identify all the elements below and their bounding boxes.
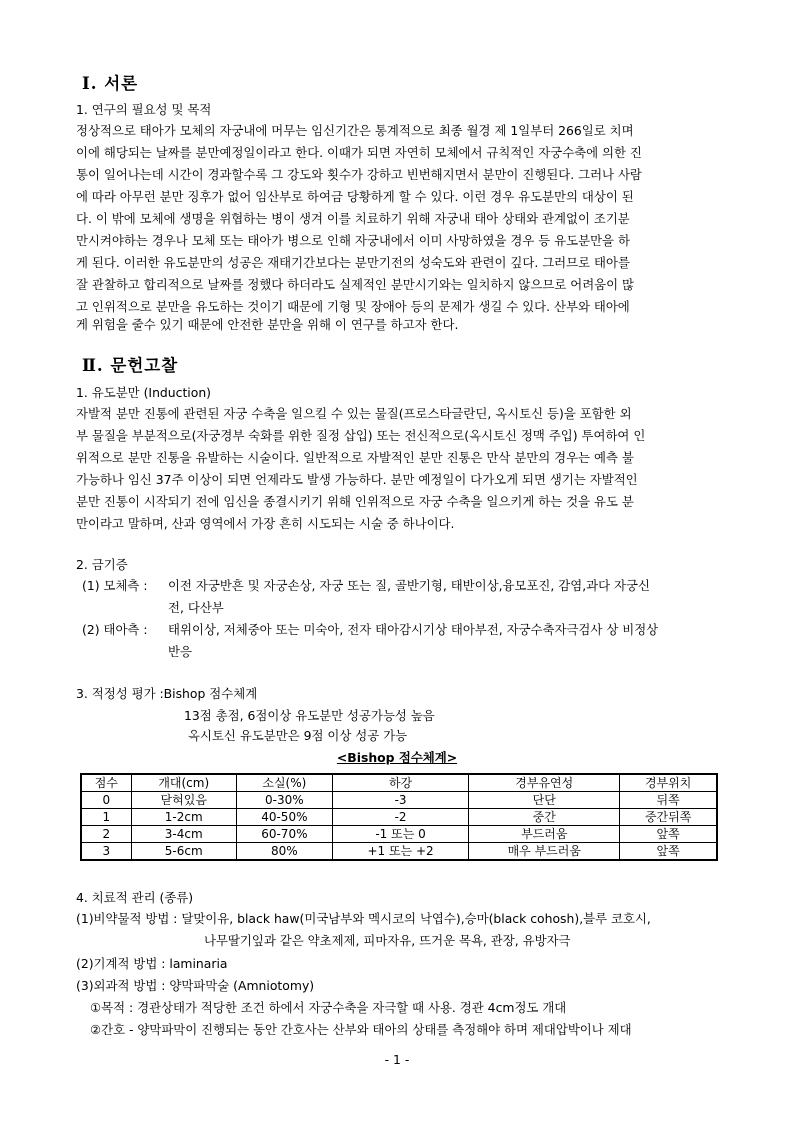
table-cell: 5-6cm [131, 843, 236, 861]
table-cell: 중간뒤쪽 [620, 809, 717, 826]
header-cell: 개대(cm) [131, 774, 236, 792]
table-row [81, 843, 717, 861]
text-line: 게 된다. 이러한 유도분만의 성공은 재태기간보다는 분만기전의 성숙도와 관련이 깊다. 그러므로 태아를 [76, 255, 630, 270]
amniotomy-nursing: ②간호 - 양막파막이 진행되는 동안 간호사는 산부와 태아의 상태를 측정해야 하며 제대압박이나 제대 [90, 1022, 632, 1037]
table-header-row [81, 774, 717, 792]
table-cell: -3 [332, 792, 468, 809]
table-cell: 닫혀있음 [131, 792, 236, 809]
table-cell: 0-30% [236, 792, 332, 809]
bishop-note-1: 13점 총점, 6점이상 유도분만 성공가능성 높음 [184, 708, 435, 723]
text-line: 가능하나 임신 37주 이상이 되면 언제라도 발생 가능하다. 분만 예정일이 다가오게 되면 생기는 자발적인 [76, 472, 638, 487]
header-cell: 점수 [81, 774, 131, 792]
page-number: - 1 - [384, 1052, 410, 1067]
table-cell: -2 [332, 809, 468, 826]
text-line: 고 인위적으로 분만을 유도하는 것이기 때문에 기형 및 장애아 등의 문제가 생길 수 있다. 산부와 태아에 [76, 299, 630, 314]
text-line: 정상적으로 태아가 모체의 자궁내에 머무는 임신기간은 통계적으로 최종 월경 제 1일부터 266일로 치며 [76, 123, 634, 138]
table-cell: 앞쪽 [620, 843, 717, 861]
text-line: 부 물질을 부분적으로(자궁경부 숙화를 위한 질정 삽입) 또는 전신적으로(옥시토신 정맥 주입) 투여하여 인 [76, 428, 646, 443]
fetal-text-cont: 반응 [168, 644, 192, 659]
table-cell: +1 또는 +2 [332, 843, 468, 861]
mechanical-method: (2)기계적 방법 : laminaria [76, 956, 228, 971]
text-line: 에 따라 아무런 분만 징후가 없어 임산부로 하여금 당황하게 할 수 있다. 이런 경우 유도분만의 대상이 된 [76, 189, 634, 204]
section-2-heading: Ⅱ. 문헌고찰 [82, 356, 179, 375]
table-cell: -1 또는 0 [332, 826, 468, 843]
header-cell: 소실(%) [236, 774, 332, 792]
section-1-subheading: 1. 연구의 필요성 및 목적 [76, 102, 212, 117]
table-cell: 1-2cm [131, 809, 236, 826]
maternal-text: 이전 자궁반흔 및 자궁손상, 자궁 또는 질, 골반기형, 태반이상,융모포진, 감염,과다 자궁신 [168, 578, 650, 593]
table-cell: 중간 [469, 809, 620, 826]
table-row [81, 809, 717, 826]
table-cell: 부드러움 [469, 826, 620, 843]
text-line: 위적으로 분만 진통을 유발하는 시술이다. 일반적으로 자발적인 분만 진통은 만삭 분만의 경우는 예측 불 [76, 450, 634, 465]
amniotomy-purpose: ①목적 : 경관상태가 적당한 조건 하에서 자궁수축을 자극할 때 사용. 경관 4cm정도 개대 [90, 1000, 567, 1015]
table-cell: 앞쪽 [620, 826, 717, 843]
table-cell: 80% [236, 843, 332, 861]
table-row [81, 792, 717, 809]
bishop-note-2: 옥시토신 유도분만은 9점 이상 성공 가능 [188, 728, 408, 743]
section-1-heading: Ⅰ. 서론 [82, 74, 139, 93]
text-line: 게 위험을 줄수 있기 때문에 안전한 분만을 위해 이 연구를 하고자 한다. [76, 317, 459, 332]
table-cell: 매우 부드러움 [469, 843, 620, 861]
text-line: 만시켜야하는 경우나 모체 또는 태아가 병으로 인해 자궁내에서 이미 사망하였을 경우 등 유도분만을 하 [76, 233, 630, 248]
table-cell: 뒤쪽 [620, 792, 717, 809]
table-cell: 40-50% [236, 809, 332, 826]
table-cell: 60-70% [236, 826, 332, 843]
surgical-method: (3)외과적 방법 : 양막파막술 (Amniotomy) [76, 978, 315, 993]
maternal-label: (1) 모체측 : [82, 578, 148, 593]
bishop-subheading: 3. 적정성 평가 :Bishop 점수체계 [76, 686, 258, 701]
treatment-subheading: 4. 치료적 관리 (종류) [76, 890, 194, 905]
text-line: 다. 이 밖에 모체에 생명을 위협하는 병이 생겨 이를 치료하기 위해 자궁내 태아 상태와 관계없이 조기분 [76, 211, 630, 226]
nonpharm-method: (1)비약물적 방법 : 달맞이유, black haw(미국남부와 멕시코의 낙엽수),승마(black cohosh),블루 코호시, [76, 911, 651, 926]
text-line: 자발적 분만 진통에 관련된 자궁 수축을 일으킬 수 있는 물질(프로스타글란딘, 옥시토신 등)을 포함한 외 [76, 406, 632, 421]
table-cell: 0 [81, 792, 131, 809]
table-cell: 1 [81, 809, 131, 826]
table-caption: <Bishop 점수체계> [336, 750, 458, 765]
header-cell: 하강 [332, 774, 468, 792]
fetal-label: (2) 태아측 : [82, 622, 148, 637]
maternal-text-cont: 전, 다산부 [168, 600, 224, 615]
header-cell: 경부유연성 [469, 774, 620, 792]
text-line: 이에 해당되는 날짜를 분만예정일이라고 한다. 이때가 되면 자연히 모체에서 규칙적인 자궁수축에 의한 진 [76, 145, 642, 160]
table-row [81, 826, 717, 843]
table-cell: 단단 [469, 792, 620, 809]
bishop-score-table [80, 773, 718, 861]
table-cell: 3 [81, 843, 131, 861]
table-cell: 3-4cm [131, 826, 236, 843]
nonpharm-method-cont: 나무딸기잎과 같은 약초제제, 피마자유, 뜨거운 목욕, 관장, 유방자극 [204, 933, 571, 948]
induction-subheading: 1. 유도분만 (Induction) [76, 385, 212, 400]
fetal-text: 태위이상, 저체중아 또는 미숙아, 전자 태아감시기상 태아부전, 자궁수축자극검사 상 비정상 [168, 622, 659, 637]
table-cell: 2 [81, 826, 131, 843]
header-cell: 경부위치 [620, 774, 717, 792]
contraindication-subheading: 2. 금기증 [76, 557, 128, 572]
text-line: 분만 진통이 시작되기 전에 임신을 종결시키기 위해 인위적으로 자궁 수축을 일으키게 하는 것을 유도 분 [76, 494, 634, 509]
text-line: 통이 일어나는데 시간이 경과할수록 그 강도와 횟수가 강하고 빈번해지면서 분만이 진행된다. 그러나 사람 [76, 167, 642, 182]
text-line: 잘 관찰하고 합리적으로 날짜를 정했다 하더라도 실제적인 분만시기와는 일치하지 않으므로 어려움이 많 [76, 277, 635, 292]
text-line: 만이라고 말하며, 산과 영역에서 가장 흔히 시도되는 시술 중 하나이다. [76, 516, 455, 531]
